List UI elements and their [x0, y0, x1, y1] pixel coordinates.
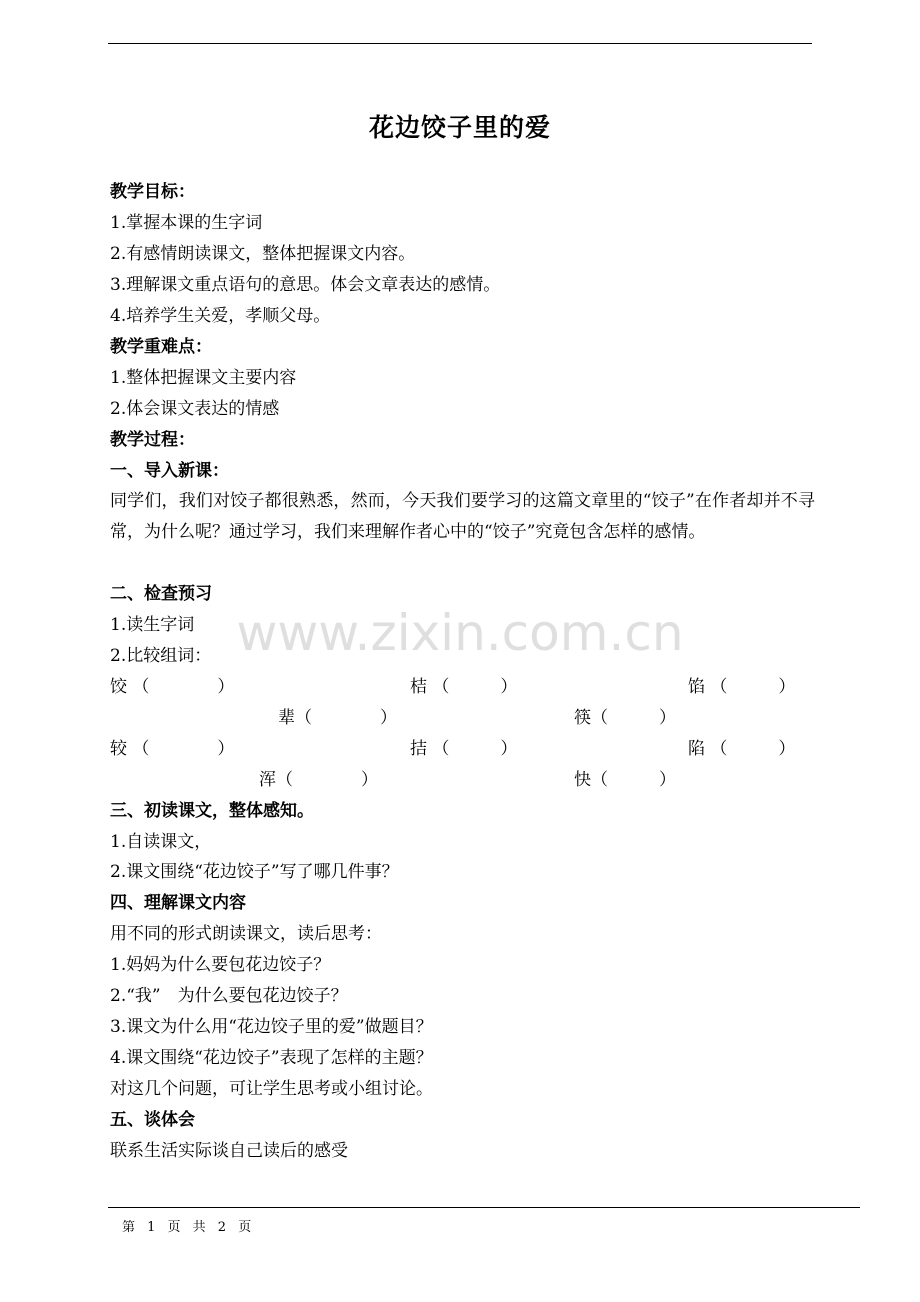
section-4-intro: 用不同的形式朗读课文，读后思考： — [110, 924, 382, 944]
page-number: 第 1 页 共 2 页 — [122, 1220, 256, 1235]
process-heading: 教学过程： — [110, 430, 195, 450]
header-rule — [108, 43, 812, 44]
compare-cell: 快（ ） — [574, 770, 676, 790]
section-4-item: 2.“我” 为什么要包花边饺子？ — [110, 986, 348, 1006]
section-4-note: 对这几个问题，可让学生思考或小组讨论。 — [110, 1079, 433, 1099]
section-4-item: 4.课文围绕“花边饺子”表现了怎样的主题？ — [110, 1048, 433, 1068]
key-point-item: 2.体会课文表达的情感 — [110, 399, 280, 419]
compare-cell: 筷（ ） — [574, 708, 676, 728]
compare-cell: 陷 （ ） — [688, 739, 796, 759]
compare-cell: 辈（ ） — [278, 708, 397, 728]
section-1-heading: 一、导入新课： — [110, 461, 229, 481]
goal-item: 4.培养学生关爱，孝顺父母。 — [110, 306, 331, 326]
watermark: www.zixin.com.cn — [236, 604, 684, 662]
compare-cell: 馅 （ ） — [688, 677, 796, 697]
section-5-heading: 五、谈体会 — [110, 1110, 195, 1130]
section-3-heading: 三、初读课文，整体感知。 — [110, 801, 314, 821]
goal-item: 3.理解课文重点语句的意思。体会文章表达的感情。 — [110, 275, 501, 295]
compare-cell: 桔 （ ） — [410, 677, 518, 697]
section-4-item: 3.课文为什么用“花边饺子里的爱”做题目？ — [110, 1017, 433, 1037]
compare-cell: 拮 （ ） — [410, 739, 518, 759]
section-4-item: 1.妈妈为什么要包花边饺子？ — [110, 955, 331, 975]
section-2-heading: 二、检查预习 — [110, 584, 212, 604]
document-title: 花边饺子里的爱 — [368, 113, 551, 142]
section-3-item: 2.课文围绕“花边饺子”写了哪几件事？ — [110, 862, 399, 882]
key-points-heading: 教学重难点： — [110, 337, 212, 357]
compare-cell: 饺 （ ） — [110, 677, 235, 697]
key-point-item: 1.整体把握课文主要内容 — [110, 368, 297, 388]
section-4-heading: 四、理解课文内容 — [110, 893, 246, 913]
footer-rule — [108, 1207, 860, 1208]
section-2-item: 1.读生字词 — [110, 615, 195, 635]
section-1-paragraph: 同学们，我们对饺子都很熟悉，然而，今天我们要学习的这篇文章里的“饺子”在作者却并不寻常，为什么呢？通过学习，我们来理解作者心中的“饺子”究竟包含怎样的感情。 — [110, 491, 815, 542]
goal-item: 1.掌握本课的生字词 — [110, 213, 263, 233]
section-5-text: 联系生活实际谈自己读后的感受 — [110, 1141, 348, 1161]
compare-cell: 较 （ ） — [110, 739, 235, 759]
section-3-item: 1.自读课文， — [110, 832, 212, 852]
section-2-item: 2.比较组词： — [110, 646, 212, 666]
goals-heading: 教学目标： — [110, 182, 195, 202]
goal-item: 2.有感情朗读课文，整体把握课文内容。 — [110, 244, 416, 264]
compare-cell: 浑（ ） — [259, 770, 378, 790]
